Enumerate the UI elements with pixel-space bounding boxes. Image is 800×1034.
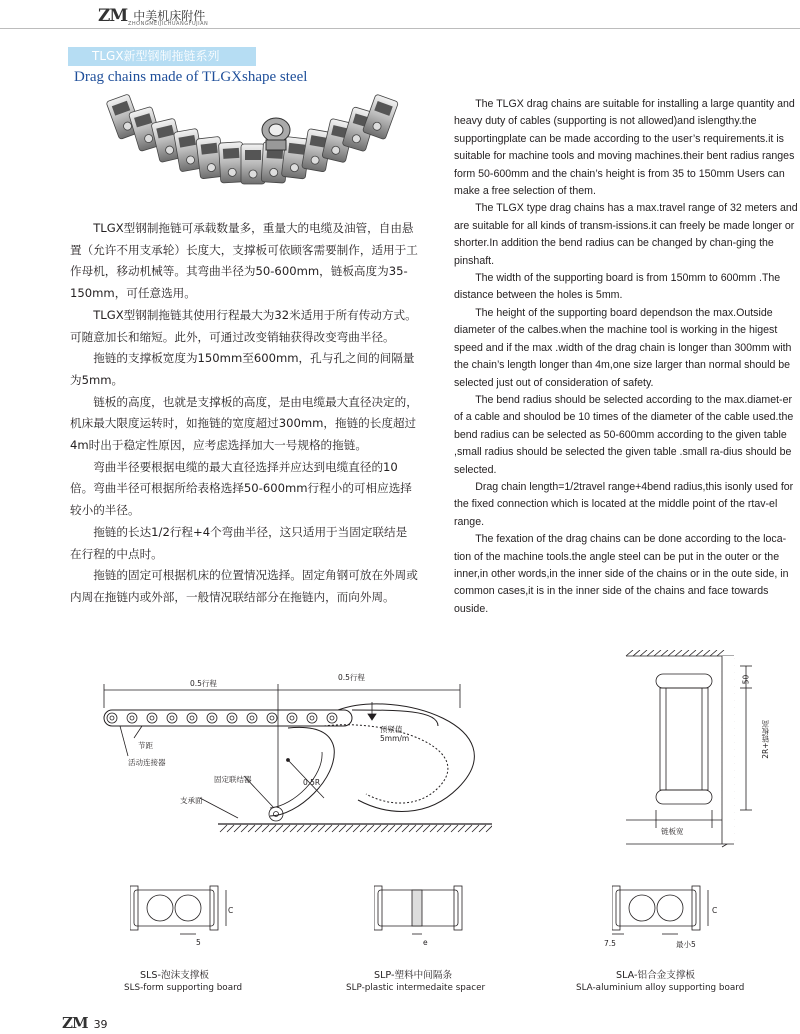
page-number: 39 (93, 1018, 108, 1031)
series-title: TLGX新型钢制拖链系列 (68, 47, 256, 66)
sla-caption-cn: SLA-铝合金支撑板 (616, 970, 696, 981)
sls-caption-cn: SLS-泡沫支撑板 (140, 970, 209, 981)
label-half-travel-left: 0.5行程 (190, 679, 217, 688)
en-paragraph: Drag chain length=1/2travel range+4bend radius,this isonly used for the fixed connection which is located at the middle point of the rtav-el range. (454, 480, 794, 528)
en-paragraph: The width of the supporting board is from 150mm to 600mm .The distance between the holes is 5mm. (454, 272, 781, 302)
cn-paragraph: TLGX型钢制拖链可承载数量多，重量大的电缆及油管，自由悬置（允许不用支承轮）长度大，支撑板可依顾客需要制作，适用于工作母机，移动机械等。其弯曲半径为50-600mm，链板高度为35-150mm，可任意选用。 (70, 221, 418, 301)
label-radius: 0.5R (303, 778, 321, 787)
company-name-cn: 中美机床附件 (133, 9, 206, 23)
installation-diagram (98, 648, 492, 840)
chinese-text-column (70, 218, 418, 609)
header-divider (0, 28, 800, 29)
slp-spacer-drawing (374, 882, 484, 942)
label-fixed-connector: 固定联结器 (214, 775, 252, 784)
slp-caption-en: SLP-plastic intermedaite spacer (346, 983, 486, 993)
label-pitch: 节距 (138, 741, 153, 750)
label-height-dim: 50 (741, 674, 751, 685)
sls-dim-c: C (228, 906, 234, 915)
label-width: 链板宽 (661, 827, 684, 836)
sla-dim-c: C (712, 906, 718, 915)
sls-dim-b: 5 (196, 938, 201, 947)
label-pretension-2: 5mm/m (380, 734, 410, 743)
cross-section-diagram (622, 650, 800, 850)
cn-paragraph: 拖链的长达1/2行程+4个弯曲半径，这只适用于当固定联结是在行程的中点时。 (70, 524, 408, 561)
footer-logo: ZM (62, 1014, 88, 1032)
mounting-bracket (262, 118, 290, 150)
slp-dim-b: e (423, 938, 428, 947)
drag-chain-photo (102, 88, 412, 214)
footer (62, 1014, 108, 1032)
label-half-travel-right: 0.5行程 (338, 673, 365, 682)
cn-paragraph: 链板的高度，也就是支撑板的高度，是由电缆最大直径决定的，机床最大限度运转时，如拖链的宽度超过300mm，拖链的长度超过4m时出于稳定性原因，应考虑选择加大一号规格的拖链。 (70, 394, 418, 453)
cn-paragraph: 拖链的支撑板宽度为150mm至600mm，孔与孔之间的间隔量为5mm。 (70, 351, 415, 387)
sls-caption-en: SLS-form supporting board (124, 983, 243, 993)
sla-dim-a: 7.5 (604, 939, 616, 948)
brand (98, 6, 209, 27)
label-height: 2R+链板高 (761, 720, 770, 759)
company-name-en: ZHONGMEIJICHUANGFUJIAN (128, 21, 209, 27)
en-paragraph: The fexation of the drag chains can be done according to the loca-tion of the machine tools.the angle steel can be put in the outer or the inner,in other words,in the inner side of the chains or in the oute side, in common cases,it is in the inner side of the chains and face towards ouside. (454, 533, 789, 615)
company-logo: ZM (98, 6, 128, 26)
cn-paragraph: 拖链的固定可根据机床的位置情况选择。固定角钢可放在外周或内周在拖链内或外部，一般情况联结部分在拖链内，而向外周。 (70, 568, 418, 604)
sls-board-drawing (130, 882, 240, 942)
cn-paragraph: TLGX型钢制拖链其使用行程最大为32米适用于所有传动方式。可随意加长和缩短。此外，可通过改变销轴获得改变弯曲半径。 (70, 307, 417, 344)
label-support-surface: 支承面 (180, 796, 203, 805)
cn-paragraph: 弯曲半径要根据电缆的最大直径选择并应达到电缆直径的10倍。弯曲半径可根据所给表格选择50-600mm行程小的可相应选择较小的半径。 (70, 459, 412, 518)
en-paragraph: The bend radius should be selected according to the max.diamet-er of a cable and shoulod be 10 times of the diameter of the cable used.the bend radius can be selected as 50-600mm according to the given table ,small radius should be selected the given table .small ra-dius should be selected. (454, 393, 794, 476)
english-text-column (454, 96, 800, 618)
slp-caption-cn: SLP-塑料中间隔条 (374, 970, 453, 981)
en-paragraph: The TLGX type drag chains has a max.travel range of 32 meters and are suitable for all kinds of transm-issions.it can freely be made longer or shorter.In addition the bend radius can be changed by chan-ging the pinshaft. (454, 202, 798, 267)
en-paragraph: The height of the supporting board dependson the max.Outside diameter of the calbes.when the machine tool is working in the higest speed and if the max .width of the drag chain is longer than 300mm with the chain’s length longer than 4m,one size larger than normal should be selected just out of consideration of safety. (454, 306, 792, 389)
sla-board-drawing (612, 882, 722, 942)
sla-caption-en: SLA-aluminium alloy supporting board (576, 983, 745, 993)
chain-link (362, 94, 398, 140)
subtitle: Drag chains made of TLGXshape steel (74, 69, 308, 85)
label-pretension-1: 预紧值 (380, 725, 403, 734)
en-paragraph: The TLGX drag chains are suitable for installing a large quantity and heavy duty of cables (supporting is not allowed)and islengthy.the supportingplate can be made according to the user’s requirements.it is suitable for machine tools and moving machines.their bent radius ranges form 50-600mm and the chain’s height is from 35 to 150mm Users can make a free selection of them. (454, 98, 795, 198)
label-movable-connector: 活动连接器 (128, 758, 166, 767)
sla-dim-b: 最小5 (676, 940, 696, 949)
